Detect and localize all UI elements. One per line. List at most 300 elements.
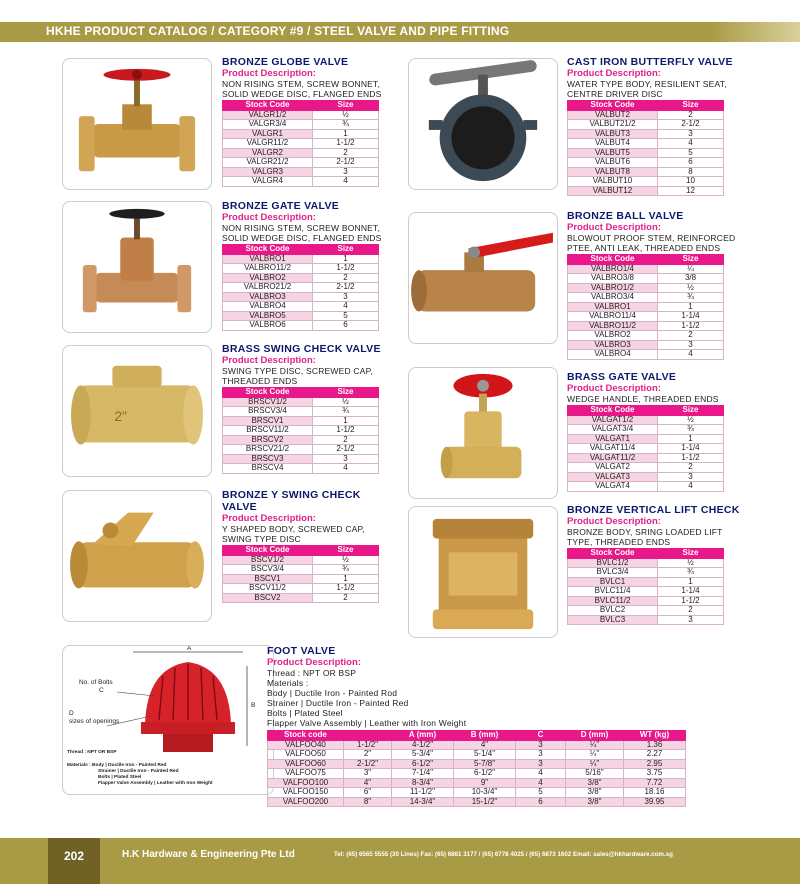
size: 3/8 [658,274,724,284]
size: ¾ [658,425,724,435]
diagram-label-bolts: No. of Bolts [79,679,113,686]
table-row [223,283,379,293]
size: 1-1/4 [658,312,724,322]
foot-valve-cell: ¼" [566,759,624,769]
table-row [223,584,379,594]
header-bar [0,22,800,42]
size: ¾ [658,568,724,578]
stock-code: VALBRO2 [568,331,658,341]
size: 3 [313,167,379,177]
table-row [568,415,724,425]
bronze-ball-valve-photo [408,212,558,344]
foot-valve-diagram [62,645,274,795]
table-row [223,574,379,584]
foot-valve-cell: 5-7/8" [454,759,516,769]
stock-code: BRSCV3 [223,454,313,464]
stock-code: BRSCV1 [223,416,313,426]
size: 1 [658,302,724,312]
product-title: BRONZE GATE VALVE [222,200,340,212]
stock-code: VALBRO5 [223,311,313,321]
table-row [568,568,724,578]
foot-valve-cell: 3" [344,769,392,779]
foot-valve-cell: 3 [516,750,566,760]
size: 1-1/2 [658,596,724,606]
size: 2 [313,593,379,603]
table-row [223,397,379,407]
stock-code: VALBRO3/4 [568,293,658,303]
size: 2-1/2 [658,120,724,130]
size: 4 [313,302,379,312]
size: 3 [658,615,724,625]
page-title: HKHE PRODUCT CATALOG / CATEGORY #9 / STEEL VALVE AND PIPE FITTING [46,24,510,38]
size: ½ [313,110,379,120]
foot-valve-cell: 2.27 [624,750,686,760]
foot-valve-cell: 4" [454,740,516,750]
bronze-gate-valve-photo [62,201,212,333]
stock-code: VALGAT3 [568,472,658,482]
table-row [568,274,724,284]
foot-valve-cell: VALFOO50 [268,750,344,760]
size: ¾ [313,120,379,130]
foot-valve-cell: 6" [344,788,392,798]
table-row [568,606,724,616]
size: 2 [313,435,379,445]
foot-valve-cell: 3 [516,740,566,750]
table-row [223,454,379,464]
table-row [223,110,379,120]
size: 3 [313,292,379,302]
size: 1-1/2 [658,321,724,331]
foot-valve-cell: 3/8" [566,797,624,807]
size: 2 [313,273,379,283]
size: ¾ [313,565,379,575]
product-title: BRONZE BALL VALVE [567,210,684,222]
size: 1 [313,416,379,426]
product-cast-iron-butterfly-valve [567,56,742,196]
table-row [223,177,379,187]
table-row [568,167,724,177]
table-row [223,158,379,168]
stock-table [222,387,379,474]
size: ¼ [658,264,724,274]
size: 1-1/4 [658,444,724,454]
col-stock-code: Stock Code [223,245,313,255]
table-row [268,769,686,779]
bronze-vertical-lift-check-photo [408,506,558,638]
size: 6 [313,321,379,331]
stock-code: VALBUT4 [568,139,658,149]
table-row [223,264,379,274]
table-row [568,453,724,463]
table-row [568,425,724,435]
diagram-label-b: B [251,702,256,709]
table-row [223,311,379,321]
foot-valve-col [344,731,392,741]
product-description: NON RISING STEM, SCREW BONNET, SOLID WEDGE DISC, FLANGED ENDS [222,223,382,243]
product-bronze-vertical-lift-check [567,504,742,625]
foot-valve-line: Materials : [267,678,309,688]
size: 4 [658,350,724,360]
size: 2-1/2 [313,158,379,168]
diagram-note-flapper: Flapper Valve Assembly | Leather with Iron Weight [98,781,213,786]
foot-valve-cell: 10-3/4" [454,788,516,798]
product-description: Y SHAPED BODY, SCREWED CAP, SWING TYPE DISC [222,524,365,544]
bronze-y-swing-check-valve-photo [62,490,212,622]
foot-valve-line: Thread : NPT OR BSP [267,668,357,678]
foot-valve-cell: 7.72 [624,778,686,788]
size: ½ [313,397,379,407]
foot-valve-label: Product Description: [267,657,361,668]
size: 3 [658,472,724,482]
page-number-box [48,838,100,884]
stock-code: BSCV3/4 [223,565,313,575]
stock-code: BVLC3 [568,615,658,625]
stock-code: VALBRO21/2 [223,283,313,293]
table-row [568,312,724,322]
diagram-label-openings: sizes of openings [69,718,120,725]
foot-valve-cell: 11-1/2" [392,788,454,798]
stock-table [222,100,379,187]
table-row [568,596,724,606]
stock-table [567,405,724,492]
size: 3 [313,454,379,464]
stock-code: VALBUT2 [568,110,658,120]
foot-valve-cell: 5-1/4" [454,750,516,760]
product-brass-gate-valve [567,371,742,492]
table-row [568,158,724,168]
product-bronze-ball-valve [567,210,742,360]
foot-valve-cell: 5 [516,788,566,798]
table-row [568,120,724,130]
col-stock-code: Stock Code [223,101,313,111]
foot-valve-cell: VALFOO75 [268,769,344,779]
size: 3 [658,340,724,350]
size: 4 [658,482,724,492]
foot-valve-line: Bolts | Plated Steel [267,708,343,718]
product-description: SWING TYPE DISC, SCREWED CAP, THREADED ENDS [222,366,373,386]
table-row [223,445,379,455]
size: 1 [313,254,379,264]
stock-code: VALGR21/2 [223,158,313,168]
product-description-label: Product Description: [567,383,661,394]
stock-code: BSCV2 [223,593,313,603]
size: 2 [313,148,379,158]
size: 8 [658,167,724,177]
col-size: Size [313,101,379,111]
stock-code: BRSCV4 [223,464,313,474]
size: 6 [658,158,724,168]
product-description: BRONZE BODY, SRING LOADED LIFT TYPE, THREADED ENDS [567,527,723,547]
foot-valve-cell: 4-1/2" [392,740,454,750]
table-row [223,565,379,575]
foot-valve-col: C [516,731,566,741]
product-bronze-gate-valve [222,200,397,331]
size: ¾ [313,407,379,417]
size: 10 [658,177,724,187]
product-description-label: Product Description: [222,68,316,79]
size: 3 [658,129,724,139]
table-row [568,331,724,341]
col-size: Size [313,388,379,398]
table-row [568,321,724,331]
product-description-label: Product Description: [567,222,661,233]
col-stock-code: Stock Code [223,546,313,556]
foot-valve-cell: 3/8" [566,788,624,798]
foot-valve-cell: 4 [516,769,566,779]
stock-table [567,254,724,360]
product-description: NON RISING STEM, SCREW BONNET, SOLID WEDGE DISC, FLANGED ENDS [222,79,382,99]
size: ½ [658,558,724,568]
foot-valve-cell: VALFOO40 [268,740,344,750]
table-row [568,350,724,360]
size: 1-1/2 [658,453,724,463]
col-stock-code: Stock Code [568,549,658,559]
stock-table [222,244,379,331]
foot-valve-cell: 6-1/2" [454,769,516,779]
stock-code: VALGAT2 [568,463,658,473]
stock-code: VALBRO4 [568,350,658,360]
stock-code: VALGR11/2 [223,139,313,149]
foot-valve-cell: VALFOO150 [268,788,344,798]
product-title: BRASS SWING CHECK VALVE [222,343,381,355]
stock-code: BSCV1 [223,574,313,584]
stock-code: VALBRO6 [223,321,313,331]
foot-valve-cell: 1-1/2" [344,740,392,750]
foot-valve-cell: 6 [516,797,566,807]
size: ½ [313,555,379,565]
stock-code: VALBRO3 [223,292,313,302]
stock-code: VALGAT1/2 [568,415,658,425]
table-row [268,750,686,760]
stock-code: VALGR1/2 [223,110,313,120]
table-row [568,293,724,303]
stock-code: VALBUT6 [568,158,658,168]
stock-code: VALBRO4 [223,302,313,312]
stock-code: VALGR1 [223,129,313,139]
foot-valve-cell: 5/16" [566,769,624,779]
brass-gate-valve-photo [408,367,558,499]
table-row [223,139,379,149]
stock-code: VALGAT4 [568,482,658,492]
col-size: Size [658,406,724,416]
diagram-label-a: A [187,645,192,652]
product-title: BRONZE GLOBE VALVE [222,56,349,68]
table-row [568,148,724,158]
stock-code: BSCV1/2 [223,555,313,565]
size: 4 [313,177,379,187]
svg-text:2": 2" [114,408,127,424]
foot-valve-cell: 2" [344,750,392,760]
product-brass-swing-check-valve [222,343,397,474]
table-row [568,444,724,454]
foot-valve-col: B (mm) [454,731,516,741]
diagram-note-bolts: Bolts | Plated Steel [98,775,142,780]
stock-code: VALGR4 [223,177,313,187]
size: 1 [313,129,379,139]
table-row [568,472,724,482]
foot-valve-cell: 7-1/4" [392,769,454,779]
foot-valve-col: D (mm) [566,731,624,741]
size: 2 [658,331,724,341]
size: ¾ [658,293,724,303]
stock-code: VALGR3 [223,167,313,177]
stock-code: VALBUT8 [568,167,658,177]
product-description-label: Product Description: [567,516,661,527]
table-row [568,129,724,139]
table-row [568,177,724,187]
stock-code: VALBRO3 [568,340,658,350]
foot-valve-cell: 8" [344,797,392,807]
size: 1-1/4 [658,587,724,597]
bronze-globe-valve-photo [62,58,212,190]
stock-code: VALBRO3/8 [568,274,658,284]
size: 1 [658,434,724,444]
stock-code: BVLC2 [568,606,658,616]
product-description: WATER TYPE BODY, RESILIENT SEAT, CENTRE DRIVER DISC [567,79,727,99]
size: 2-1/2 [313,283,379,293]
stock-code: VALGAT11/2 [568,453,658,463]
diagram-note-strainer: Strainer | Ductile Iron - Painted Red [98,769,179,774]
foot-valve-cell: 5-3/4" [392,750,454,760]
col-size: Size [658,549,724,559]
page-header [0,0,800,44]
table-row [568,186,724,196]
table-row [568,482,724,492]
page-footer [0,838,800,884]
company-name: H.K Hardware & Engineering Pte Ltd [122,849,295,860]
foot-valve-cell: VALFOO200 [268,797,344,807]
col-stock-code: Stock Code [568,101,658,111]
size: 1-1/2 [313,426,379,436]
stock-code: VALGAT11/4 [568,444,658,454]
stock-code: BSCV11/2 [223,584,313,594]
foot-valve-col: Stock code [268,731,344,741]
foot-valve-cell: 9" [454,778,516,788]
foot-valve-cell: 3.75 [624,769,686,779]
table-row [223,120,379,130]
foot-valve-cell: 2-1/2" [344,759,392,769]
foot-valve-cell: 15-1/2" [454,797,516,807]
size: 1 [313,574,379,584]
foot-valve-cell: 8-3/4" [392,778,454,788]
diagram-label-d: D [69,710,74,717]
stock-code: VALBRO1 [568,302,658,312]
size: 2-1/2 [313,445,379,455]
header-decoration [710,22,800,42]
stock-table [567,548,724,625]
stock-code: BVLC11/4 [568,587,658,597]
size: 4 [313,464,379,474]
diagram-note-materials: Materials : Body | Ductile Iron - Painted Red [67,763,167,768]
stock-code: BVLC1 [568,577,658,587]
stock-code: VALBUT5 [568,148,658,158]
foot-valve-table [267,730,686,807]
foot-valve-col: A (mm) [392,731,454,741]
size: 1-1/2 [313,584,379,594]
foot-valve-cell: 14-3/4" [392,797,454,807]
size: ½ [658,283,724,293]
table-row [223,426,379,436]
stock-table [567,100,724,196]
brass-swing-check-valve-photo [62,345,212,477]
size: 2 [658,606,724,616]
stock-code: VALBRO11/2 [223,264,313,274]
size: 4 [658,139,724,149]
product-title: CAST IRON BUTTERFLY VALVE [567,56,733,68]
stock-code: BRSCV1/2 [223,397,313,407]
stock-table [222,545,379,603]
foot-valve-cell: 2.95 [624,759,686,769]
cast-iron-butterfly-valve-photo [408,58,558,190]
size: 5 [313,311,379,321]
table-row [268,788,686,798]
diagram-note-thread: Thread : NPT OR BSP [67,750,117,755]
size: 1-1/2 [313,139,379,149]
stock-code: BRSCV3/4 [223,407,313,417]
stock-code: BRSCV11/2 [223,426,313,436]
col-stock-code: Stock Code [568,406,658,416]
stock-code: VALBUT21/2 [568,120,658,130]
table-row [568,463,724,473]
foot-valve-col: WT (kg) [624,731,686,741]
product-title: BRONZE Y SWING CHECK VALVE [222,489,361,513]
table-row [223,129,379,139]
stock-code: VALGR2 [223,148,313,158]
table-row [568,558,724,568]
product-description: BLOWOUT PROOF STEM, REINFORCED PTEE, ANTI LEAK, THREADED ENDS [567,233,736,253]
col-stock-code: Stock Code [568,255,658,265]
foot-valve-cell: 6-1/2" [392,759,454,769]
size: 12 [658,186,724,196]
foot-valve-line: Flapper Valve Assembly | Leather with Iron Weight [267,718,467,728]
col-size: Size [313,245,379,255]
table-row [223,593,379,603]
foot-valve-title: FOOT VALVE [267,645,336,657]
col-size: Size [658,255,724,265]
diagram-label-c: C [99,687,104,694]
foot-valve-line: Strainer | Ductile Iron - Painted Red [267,698,409,708]
table-row [568,139,724,149]
foot-valve-cell: VALFOO60 [268,759,344,769]
stock-code: BVLC11/2 [568,596,658,606]
stock-code: BRSCV2 [223,435,313,445]
stock-code: VALBRO11/2 [568,321,658,331]
col-stock-code: Stock Code [223,388,313,398]
foot-valve-cell: 3/8" [566,778,624,788]
product-description-label: Product Description: [222,513,316,524]
foot-valve-line: Body | Ductile Iron - Painted Rod [267,688,398,698]
foot-valve-cell: 18.16 [624,788,686,798]
table-row [568,615,724,625]
stock-code: VALGAT3/4 [568,425,658,435]
stock-code: BRSCV21/2 [223,445,313,455]
foot-valve-cell: ¼" [566,740,624,750]
foot-valve-cell: 3 [516,759,566,769]
table-row [223,302,379,312]
product-foot-valve [267,645,757,807]
size: ½ [658,415,724,425]
table-row [568,340,724,350]
table-row [223,464,379,474]
foot-valve-cell: 39.95 [624,797,686,807]
foot-valve-cell: 4 [516,778,566,788]
size: 1-1/2 [313,264,379,274]
product-bronze-y-swing-check-valve [222,489,397,603]
foot-valve-cell: 1.36 [624,740,686,750]
size: 2 [658,110,724,120]
size: 1 [658,577,724,587]
table-row [568,587,724,597]
